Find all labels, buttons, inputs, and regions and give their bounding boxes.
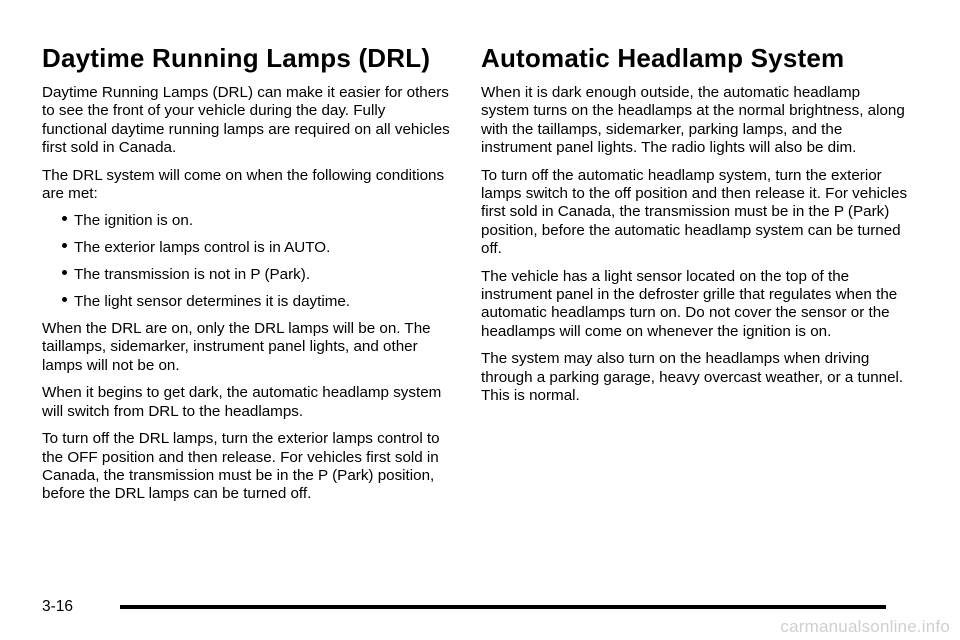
headlamp-heading: Automatic Headlamp System	[481, 43, 845, 73]
list-item	[42, 293, 452, 311]
list-item	[42, 239, 452, 257]
list-item-text: The ignition is on.	[74, 212, 194, 230]
normal-behavior-paragraph: The system may also turn on the headlamps when driving through a parking garage, heavy overcast weather, or a tunnel. This is normal.	[481, 350, 904, 405]
left-column	[42, 42, 452, 513]
right-column	[481, 42, 911, 415]
drl-intro-paragraph: Daytime Running Lamps (DRL) can make it easier for others to see the front of your vehicle during the day. Fully functional daytime running lamps are required on all vehicles first sold in Canada.	[42, 84, 450, 157]
drl-turn-off-paragraph: To turn off the DRL lamps, turn the exterior lamps control to the OFF position and then release. For vehicles first sold in Canada, the transmission must be in the P (Park) position, before the DRL lamps can be turned off.	[42, 430, 440, 503]
page-number: 3-16	[42, 598, 74, 615]
headlamp-turn-off-paragraph: To turn off the automatic headlamp system, turn the exterior lamps switch to the off position and then release it. For vehicles first sold in Canada, the transmission must be in the P (Park) position, before the automatic headlamp system can be turned off.	[481, 166, 908, 258]
list-item	[42, 212, 452, 230]
bullet-icon	[62, 216, 67, 221]
bullet-icon	[62, 297, 67, 302]
list-item-text: The light sensor determines it is daytime.	[74, 293, 351, 311]
drl-on-paragraph: When the DRL are on, only the DRL lamps will be on. The taillamps, sidemarker, instrument panel lights, and other lamps will not be on.	[42, 320, 431, 374]
bullet-icon	[62, 243, 67, 248]
light-sensor-paragraph: The vehicle has a light sensor located on the top of the instrument panel in the defroster grille that regulates when the automatic headlamps turn on. Do not cover the sensor or the headlamps will come on whenever the ignition is on.	[481, 267, 898, 340]
list-item-text: The exterior lamps control is in AUTO.	[74, 239, 331, 257]
drl-dark-paragraph: When it begins to get dark, the automatic headlamp system will switch from DRL to the headlamps.	[42, 384, 442, 420]
drl-conditions-list	[42, 212, 452, 311]
bullet-icon	[62, 270, 67, 275]
list-item-text: The transmission is not in P (Park).	[74, 266, 311, 284]
footer-rule	[120, 605, 886, 609]
list-item	[42, 266, 452, 284]
drl-conditions-paragraph: The DRL system will come on when the following conditions are met:	[42, 166, 445, 203]
headlamp-intro-paragraph: When it is dark enough outside, the automatic headlamp system turns on the headlamps at the normal brightness, along with the taillamps, sidemarker, parking lamps, and the instrument panel lights. The radio lights will also be dim.	[481, 84, 905, 157]
drl-heading: Daytime Running Lamps (DRL)	[42, 43, 431, 73]
watermark: carmanualsonline.info	[780, 617, 950, 636]
